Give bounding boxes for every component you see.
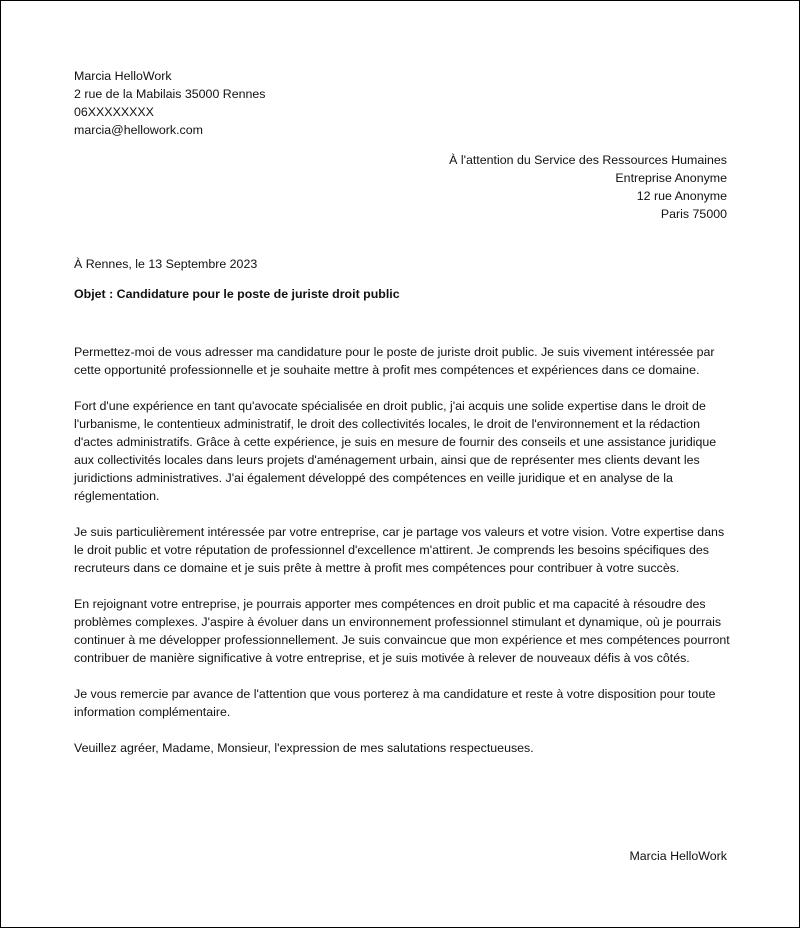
sender-address: 2 rue de la Mabilais 35000 Rennes [74, 87, 266, 101]
sender-email: marcia@hellowork.com [74, 123, 203, 137]
sender-phone: 06XXXXXXXX [74, 105, 154, 119]
recipient-street: 12 rue Anonyme [636, 189, 727, 203]
body-paragraph: En rejoignant votre entreprise, je pourrais apporter mes compétences en droit public et ma capacité à résoudre des problèmes complexes. J'aspire à évoluer dans un environnement professionnel stimulant et dynamique, où je pourrais continuer à me développer professionnellement. Je suis convaincue que mon expérience et mes compétences pourront contribuer de manière significative à votre entreprise, et je suis motivée à relever de nouveaux défis à vos côtés. [74, 597, 730, 665]
signature: Marcia HelloWork [629, 849, 727, 863]
subject-line: Objet : Candidature pour le poste de juriste droit public [74, 287, 400, 301]
recipient-city: Paris 75000 [660, 207, 727, 221]
letter-body [74, 343, 730, 775]
sender-name: Marcia HelloWork [74, 69, 172, 83]
sender-block [74, 67, 266, 139]
date-line: À Rennes, le 13 Septembre 2023 [74, 257, 258, 271]
body-paragraph: Je vous remercie par avance de l'attention que vous porterez à ma candidature et reste à votre disposition pour toute information complémentaire. [74, 687, 716, 719]
closing-paragraph: Veuillez agréer, Madame, Monsieur, l'expression de mes salutations respectueuses. [74, 741, 534, 755]
recipient-attention: À l'attention du Service des Ressources Humaines [449, 153, 727, 167]
recipient-company: Entreprise Anonyme [615, 171, 727, 185]
recipient-block [449, 151, 727, 223]
body-paragraph: Je suis particulièrement intéressée par votre entreprise, car je partage vos valeurs et votre vision. Votre expertise dans le droit public et votre réputation de professionnel d'excellence m'attirent. Je comprends les besoins spécifiques des recruteurs dans ce domaine et je suis prête à mettre à profit mes compétences pour contribuer à votre succès. [74, 525, 725, 575]
body-paragraph: Permettez-moi de vous adresser ma candidature pour le poste de juriste droit public. Je suis vivement intéressée par cette opportunité professionnelle et je souhaite mettre à profit mes compétences et expériences dans ce domaine. [74, 345, 715, 377]
body-paragraph: Fort d'une expérience en tant qu'avocate spécialisée en droit public, j'ai acquis une solide expertise dans le droit de l'urbanisme, le contentieux administratif, le droit des collectivités locales, le droit de l'environnement et la rédaction d'actes administratifs. Grâce à cette expérience, je suis en mesure de fournir des conseils et une assistance juridique aux collectivités locales dans leurs projets d'aménagement urbain, ainsi que de représenter mes clients devant les juridictions administratives. J'ai également développé des compétences en veille juridique et en analyse de la réglementation. [74, 399, 717, 503]
